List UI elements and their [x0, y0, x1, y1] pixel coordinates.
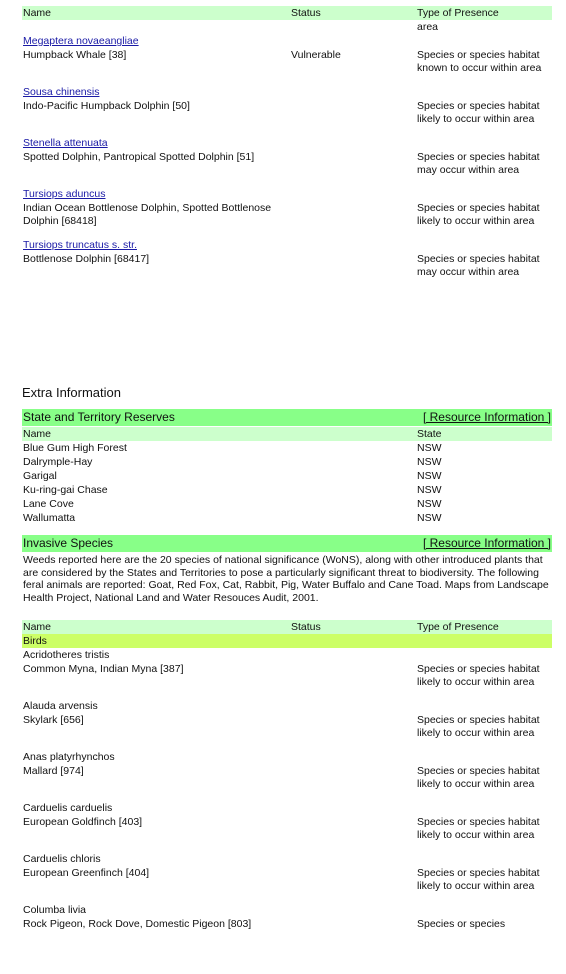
scientific-name: Carduelis chloris	[23, 853, 101, 865]
col-name: Name	[23, 621, 52, 633]
common-name: Rock Pigeon, Rock Dove, Domestic Pigeon [803]	[23, 918, 252, 930]
common-name: Spotted Dolphin, Pantropical Spotted Dolphin [51]	[23, 151, 255, 163]
table-row: Ku-ring-gai Chase NSW	[23, 484, 442, 496]
presence: Species or species habitat likely to occur within area	[417, 100, 540, 125]
scientific-name: Alauda arvensis	[23, 700, 98, 712]
table-row: Dalrymple-Hay NSW	[23, 456, 442, 468]
common-name: European Goldfinch [403]	[23, 816, 143, 828]
reserves-section-bar	[22, 409, 552, 426]
presence: Species or species habitat likely to occur within area	[417, 714, 540, 739]
common-name: Common Myna, Indian Myna [387]	[23, 663, 184, 675]
invasive-description: Weeds reported here are the 20 species of national significance (WoNS), along with other introduced plants that are considered by the States and Territories to pose a particularly significant threat to biodiversity. The following feral animals are reported: Goat, Red Fox, Cat, Rabbit, Pig, Water Buffalo and Cane Toad. Maps from Landscape Health Project, National Land and Water Resouces Audit, 2001.	[23, 554, 549, 604]
reserves-table-header	[22, 427, 552, 441]
status: Vulnerable	[291, 49, 341, 61]
presence: Species or species habitat may occur within area	[417, 253, 540, 278]
species-table-header	[22, 6, 552, 20]
presence: Species or species habitat likely to occur within area	[417, 663, 540, 688]
common-name: Indo-Pacific Humpback Dolphin [50]	[23, 100, 190, 112]
common-name: Mallard [974]	[23, 765, 84, 777]
species-link[interactable]: Sousa chinensis	[23, 86, 100, 98]
presence: Species or species habitat likely to occur within area	[417, 202, 540, 227]
species-link[interactable]: Megaptera novaeangliae	[23, 35, 139, 47]
presence: Species or species	[417, 918, 506, 930]
table-row: Lane Cove NSW	[23, 498, 442, 510]
resource-information-link[interactable]: [ Resource Information ]	[422, 536, 551, 550]
scientific-name: Anas platyrhynchos	[23, 751, 115, 763]
common-name: Bottlenose Dolphin [68417]	[23, 253, 150, 265]
reserves-title: State and Territory Reserves	[23, 410, 175, 424]
col-status: Status	[291, 621, 321, 633]
continuation-text: area	[417, 21, 439, 33]
presence: Species or species habitat likely to occur within area	[417, 765, 540, 790]
reserves-list	[22, 442, 552, 526]
col-presence: Type of Presence	[417, 621, 499, 633]
species-link[interactable]: Tursiops truncatus s. str.	[23, 239, 137, 251]
group-header-birds: Birds	[22, 634, 552, 648]
presence: Species or species habitat likely to occur within area	[417, 816, 540, 841]
table-row: Garigal NSW	[23, 470, 442, 482]
scientific-name: Columba livia	[23, 904, 87, 916]
invasive-title: Invasive Species	[23, 536, 114, 550]
presence: Species or species habitat likely to occur within area	[417, 867, 540, 892]
invasive-table-header	[22, 620, 552, 634]
resource-information-link[interactable]: [ Resource Information ]	[422, 410, 551, 424]
col-name: Name	[23, 7, 52, 19]
common-name: Skylark [656]	[23, 714, 84, 726]
col-state: State	[417, 428, 442, 440]
table-row: Blue Gum High Forest NSW	[23, 442, 442, 454]
table-row: Wallumatta NSW	[23, 512, 442, 524]
col-presence: Type of Presence	[417, 7, 499, 19]
scientific-name: Carduelis carduelis	[23, 802, 113, 814]
presence: Species or species habitat known to occur within area	[417, 49, 542, 74]
col-status: Status	[291, 7, 321, 19]
col-name: Name	[23, 428, 52, 440]
scientific-name: Acridotheres tristis	[23, 649, 110, 661]
section-title: Extra Information	[22, 385, 121, 400]
species-link[interactable]: Stenella attenuata	[23, 137, 108, 149]
common-name: European Greenfinch [404]	[23, 867, 150, 879]
invasive-section-bar	[22, 535, 552, 552]
presence: Species or species habitat may occur within area	[417, 151, 540, 176]
species-link[interactable]: Tursiops aduncus	[23, 188, 106, 200]
common-name: Humpback Whale [38]	[23, 49, 127, 61]
common-name: Indian Ocean Bottlenose Dolphin, Spotted Bottlenose Dolphin [68418]	[23, 202, 272, 227]
